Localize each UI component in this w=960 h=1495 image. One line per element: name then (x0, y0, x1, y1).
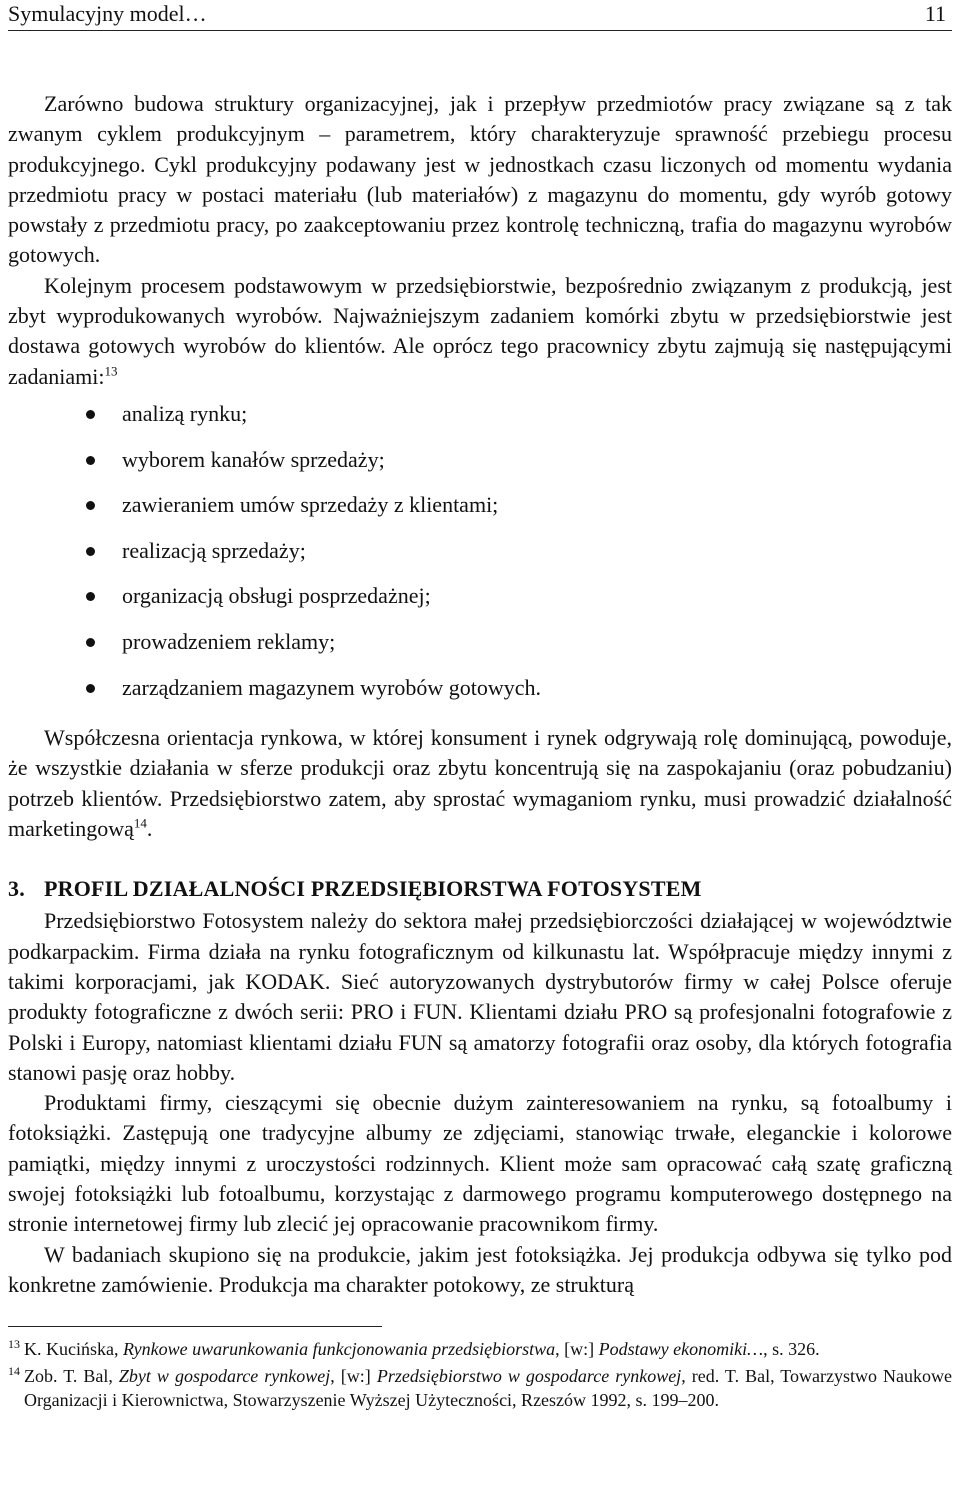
sales-tasks-list (8, 392, 952, 710)
bullet-icon (86, 456, 95, 465)
footnote-mark: 13 (8, 1337, 20, 1352)
list-item (8, 483, 952, 527)
list-item-text: prowadzeniem reklamy; (122, 628, 336, 654)
footnote-middle: , [w:] (555, 1339, 599, 1360)
running-header (8, 0, 952, 31)
document-page (8, 0, 952, 1415)
paragraph-sales-process (8, 271, 952, 392)
footnote-mark: 14 (8, 1364, 20, 1379)
bullet-icon (86, 501, 95, 510)
paragraph-research-focus: W badaniach skupiono się na produkcie, jakim jest fotoksiążka. Jej produkcja odbywa się tylko pod konkretne zamówienie. Produkcja ma charakter potokowy, ze strukturą (8, 1241, 952, 1297)
body-text (8, 89, 952, 1300)
bullet-icon (86, 638, 95, 647)
paragraph-market-text: Współczesna orientacja rynkowa, w której konsument i rynek odgrywają rolę dominującą, powoduje, że wszystkie działania w sferze produkcji oraz zbytu koncentrują się na zaspokajaniu (oraz pobudzaniu) potrzeb klientów. Przedsiębiorstwo zatem, aby sprostać wymaganiom rynku, musi prowadzić działalność marketingową (8, 725, 952, 842)
bullet-icon (86, 684, 95, 693)
footnote-author: K. Kucińska, (24, 1339, 123, 1360)
footnote-rest: , red. T. Bal, Towarzystwo Naukowe Organizacji i Kierownictwa, Stowarzyszenie Wyższej Użyteczności, Rzeszów 1992, s. 199–200. (24, 1366, 953, 1411)
footnote-14 (8, 1364, 952, 1412)
list-spacer (8, 711, 952, 723)
footnote-author: Zob. T. Bal, (24, 1366, 119, 1387)
footnote-divider (8, 1326, 382, 1327)
list-item-text: wyborem kanałów sprzedaży; (122, 446, 385, 472)
footnote-rest: , s. 326. (763, 1339, 820, 1360)
section-title: PROFIL DZIAŁALNOŚCI PRZEDSIĘBIORSTWA FOTOSYSTEM (44, 876, 702, 902)
footnote-middle: , [w:] (330, 1366, 377, 1387)
section-number: 3. (8, 876, 25, 902)
page-number: 11 (924, 1, 946, 26)
footnotes (8, 1337, 952, 1412)
list-item-text: analizą rynku; (122, 400, 248, 426)
list-item (8, 438, 952, 482)
footnote-title: Rynkowe uwarunkowania funkcjonowania przedsiębiorstwa (122, 1339, 556, 1360)
paragraph-sales-text: Kolejnym procesem podstawowym w przedsiębiorstwie, bezpośrednio związanym z produkcją, jest zbyt wyprodukowanych wyrobów. Najważniejszym zadaniem komórki zbytu w przedsiębiorstwie jest dostawa gotowych wyrobów do klientów. Ale oprócz tego pracownicy zbytu zajmują się następującymi zadaniami: (8, 272, 952, 389)
section-heading (8, 874, 952, 904)
bullet-icon (86, 547, 95, 556)
paragraph-market-end: . (146, 816, 153, 842)
footnote-source: Podstawy ekonomiki… (598, 1339, 764, 1360)
paragraph-production-cycle: Zarówno budowa struktury organizacyjnej, jak i przepływ przedmiotów pracy związane są z tak zwanym cyklem produkcyjnym – parametrem, który charakteryzuje sprawność przebiegu procesu produkcyjnego. Cykl produkcyjny podawany jest w jednostkach czasu liczonych od momentu wydania przedmiotu pracy w postaci materiału (lub materiałów) z magazynu do momentu, gdy wyrób gotowy powstały z przedmiotu pracy, po zaakceptowaniu przez kontrolę techniczną, trafia do magazynu wyrobów gotowych. (8, 91, 952, 268)
paragraph-products: Produktami firmy, cieszącymi się obecnie dużym zainteresowaniem na rynku, są fotoalbumy i fotoksiążki. Zastępują one tradycyjne albumy ze zdjęciami, stanowiąc trwałe, eleganckie i kolorowe pamiątki, między innymi z uroczystości rodzinnych. Klient może sam opracować całą szatę graficzną swojej fotoksiążki lub fotoalbumu, korzystając z darmowego programu komputerowego dostępnego na stronie internetowej firmy lub zlecić jej opracowanie pracownikom firmy. (8, 1090, 952, 1237)
bullet-icon (86, 410, 95, 419)
bullet-icon (86, 592, 95, 601)
list-item (8, 529, 952, 573)
list-item (8, 574, 952, 618)
list-item-text: zawieraniem umów sprzedaży z klientami; (122, 492, 499, 518)
list-item (8, 666, 952, 710)
paragraph-company-profile: Przedsiębiorstwo Fotosystem należy do sektora małej przedsiębiorczości działającej w województwie podkarpackim. Firma działa na rynku fotograficznym od kilkunastu lat. Współpracuje między innymi z takimi korporacjami, jak KODAK. Sieć autoryzowanych dystrybutorów firmy w całej Polsce oferuje produkty fotograficzne z dwóch serii: PRO i FUN. Klientami działu PRO są profesjonalni fotografowie z Polski i Europy, natomiast klientami działu FUN są amatorzy fotografii oraz osoby, dla których fotografia stanowi pasję oraz hobby. (8, 908, 952, 1085)
footnote-ref-14: 14 (133, 815, 147, 831)
list-item-text: zarządzaniem magazynem wyrobów gotowych. (122, 674, 542, 700)
list-item (8, 620, 952, 664)
list-item-text: realizacją sprzedaży; (122, 537, 306, 563)
footnote-ref-13: 13 (104, 363, 118, 379)
footnote-title: Zbyt w gospodarce rynkowej (118, 1366, 331, 1387)
list-item-text: organizacją obsługi posprzedażnej; (122, 583, 431, 609)
paragraph-market-orientation (8, 723, 952, 844)
footnote-source: Przedsiębiorstwo w gospodarce rynkowej (376, 1366, 682, 1387)
footnote-13 (8, 1337, 952, 1361)
list-item (8, 392, 952, 436)
header-title: Symulacyjny model… (8, 1, 207, 26)
